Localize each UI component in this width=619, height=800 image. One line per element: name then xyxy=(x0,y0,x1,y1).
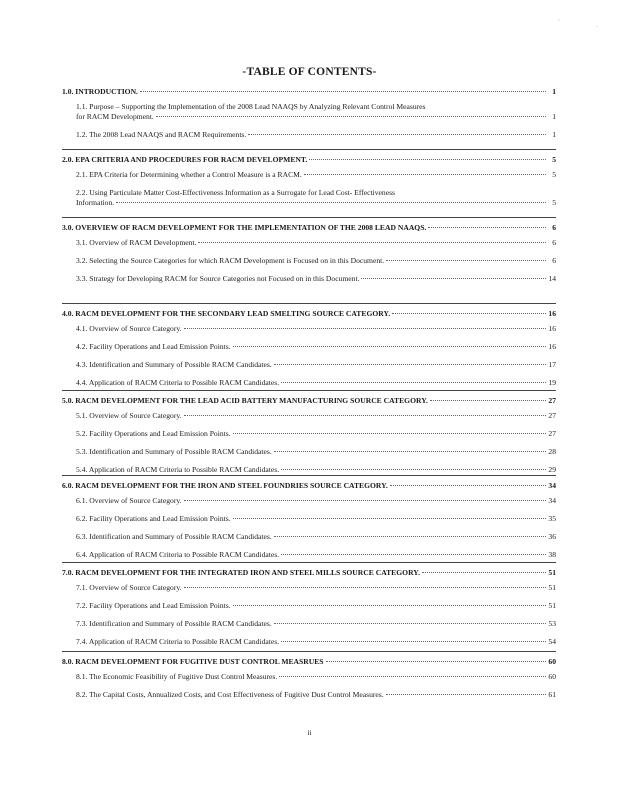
section-page: 6 xyxy=(552,223,556,232)
toc-sub-entry[interactable] xyxy=(62,496,556,506)
section-title: 4.0. RACM DEVELOPMENT FOR THE SECONDARY LEAD SMELTING SOURCE CATEGORY. xyxy=(62,309,391,318)
section-title: 1.0. INTRODUCTION. xyxy=(62,87,138,96)
section-page: 1 xyxy=(552,87,556,96)
section-title: 5.0. RACM DEVELOPMENT FOR THE LEAD ACID BATTERY MANUFACTURING SOURCE CATEGORY. xyxy=(62,396,428,405)
toc-sub-entry[interactable] xyxy=(62,170,556,180)
section-divider xyxy=(62,562,556,563)
toc-section-entry[interactable] xyxy=(62,87,556,97)
sub-entry-page: 14 xyxy=(548,274,556,283)
sub-entry-title: 5.4. Application of RACM Criteria to Possible RACM Candidates. xyxy=(76,465,280,474)
sub-entry-title: 5.1. Overview of Source Category. xyxy=(76,411,182,420)
toc-sub-entry[interactable] xyxy=(62,411,556,421)
section-page: 51 xyxy=(548,568,556,577)
toc-section-entry[interactable] xyxy=(62,481,556,491)
dot-leader xyxy=(281,554,546,555)
toc-section-entry[interactable] xyxy=(62,155,556,165)
sub-entry-page: 29 xyxy=(548,465,556,474)
sub-entry-title: 1.1. Purpose – Supporting the Implementation of the 2008 Lead NAAQS by Analyzing Relevant Control Measures xyxy=(76,102,426,111)
sub-entry-title: 5.2. Facility Operations and Lead Emission Points. xyxy=(76,429,231,438)
toc-section-entry[interactable] xyxy=(62,396,556,406)
section-title: 7.0. RACM DEVELOPMENT FOR THE INTEGRATED IRON AND STEEL MILLS SOURCE CATEGORY. xyxy=(62,568,420,577)
sub-entry-page: 6 xyxy=(552,256,556,265)
toc-sub-entry[interactable] xyxy=(62,690,556,700)
toc-section-entry[interactable] xyxy=(62,223,556,233)
section-title: 3.0. OVERVIEW OF RACM DEVELOPMENT FOR THE IMPLEMENTATION OF THE 2008 LEAD NAAQS. xyxy=(62,223,427,232)
section-title: 6.0. RACM DEVELOPMENT FOR THE IRON AND STEEL FOUNDRIES SOURCE CATEGORY. xyxy=(62,481,388,490)
section-divider xyxy=(62,217,556,218)
section-divider xyxy=(62,475,556,476)
dot-leader xyxy=(392,313,546,314)
sub-entry-page: 53 xyxy=(548,619,556,628)
sub-entry-title: 8.2. The Capital Costs, Annualized Costs, and Cost Effectiveness of Fugitive Dust Control Measures. xyxy=(76,690,384,699)
sub-entry-page: 60 xyxy=(548,672,556,681)
scan-mark: · xyxy=(558,18,560,24)
sub-entry-page: 51 xyxy=(548,601,556,610)
sub-entry-page: 38 xyxy=(548,550,556,559)
section-page: 27 xyxy=(548,396,556,405)
dot-leader xyxy=(233,433,546,434)
toc-sub-entry[interactable] xyxy=(62,672,556,682)
toc-title: -TABLE OF CONTENTS- xyxy=(242,66,377,78)
sub-entry-title: 7.4. Application of RACM Criteria to Possible RACM Candidates. xyxy=(76,637,280,646)
toc-sub-entry[interactable] xyxy=(62,429,556,439)
toc-sub-entry[interactable] xyxy=(62,619,556,629)
sub-entry-page: 16 xyxy=(548,342,556,351)
sub-entry-page: 61 xyxy=(548,690,556,699)
dot-leader xyxy=(390,485,546,486)
dot-leader xyxy=(184,415,546,416)
toc-sub-entry[interactable] xyxy=(62,465,556,475)
sub-entry-title: 6.1. Overview of Source Category. xyxy=(76,496,182,505)
sub-entry-title: 3.1. Overview of RACM Development. xyxy=(76,238,197,247)
sub-entry-page: 54 xyxy=(548,637,556,646)
dot-leader xyxy=(281,641,546,642)
sub-entry-page: 5 xyxy=(552,198,556,207)
toc-sub-entry[interactable] xyxy=(62,601,556,611)
dot-leader xyxy=(248,134,546,135)
sub-entry-title: 6.2. Facility Operations and Lead Emission Points. xyxy=(76,514,231,523)
toc-sub-entry[interactable] xyxy=(62,342,556,352)
sub-entry-title: 1.2. The 2008 Lead NAAQS and RACM Requirements. xyxy=(76,130,247,139)
dot-leader xyxy=(184,587,546,588)
dot-leader xyxy=(428,227,546,228)
dot-leader xyxy=(156,116,546,117)
sub-entry-title: 6.4. Application of RACM Criteria to Possible RACM Candidates. xyxy=(76,550,280,559)
toc-sub-entry[interactable] xyxy=(62,447,556,457)
sub-entry-page: 27 xyxy=(548,429,556,438)
dot-leader xyxy=(304,174,546,175)
toc-sub-entry[interactable] xyxy=(62,550,556,560)
section-divider xyxy=(62,303,556,304)
sub-entry-page: 27 xyxy=(548,411,556,420)
toc-sub-entry[interactable] xyxy=(62,637,556,647)
toc-section-entry[interactable] xyxy=(62,568,556,578)
toc-sub-entry[interactable] xyxy=(62,583,556,593)
sub-entry-title: 2.2. Using Particulate Matter Cost-Effectiveness Information as a Surrogate for Lead Cost- Effectiveness xyxy=(76,188,395,197)
sub-entry-page: 16 xyxy=(548,324,556,333)
dot-leader xyxy=(198,242,546,243)
sub-entry-title: 3.3. Strategy for Developing RACM for Source Categories not Focused on in this Document. xyxy=(76,274,360,283)
toc-sub-entry[interactable] xyxy=(62,274,556,284)
sub-entry-title-continued: for RACM Development. xyxy=(76,112,154,121)
sub-entry-title: 4.3. Identification and Summary of Possible RACM Candidates. xyxy=(76,360,272,369)
toc-sub-entry[interactable] xyxy=(62,324,556,334)
dot-leader xyxy=(233,518,546,519)
sub-entry-title: 5.3. Identification and Summary of Possible RACM Candidates. xyxy=(76,447,272,456)
sub-entry-title: 4.4. Application of RACM Criteria to Possible RACM Candidates. xyxy=(76,378,280,387)
dot-leader xyxy=(274,364,546,365)
sub-entry-title: 7.3. Identification and Summary of Possible RACM Candidates. xyxy=(76,619,272,628)
toc-sub-entry[interactable] xyxy=(62,102,556,122)
sub-entry-page: 51 xyxy=(548,583,556,592)
sub-entry-title: 2.1. EPA Criteria for Determining whether a Control Measure is a RACM. xyxy=(76,170,302,179)
sub-entry-title-continued: Information. xyxy=(76,198,115,207)
dot-leader xyxy=(281,469,546,470)
page-number: ii xyxy=(307,728,312,737)
dot-leader xyxy=(140,91,546,92)
toc-sub-entry[interactable] xyxy=(62,514,556,524)
section-title: 8.0. RACM DEVELOPMENT FOR FUGITIVE DUST CONTROL MEASRUES xyxy=(62,657,324,666)
sub-entry-title: 4.2. Facility Operations and Lead Emission Points. xyxy=(76,342,231,351)
dot-leader xyxy=(116,202,546,203)
sub-entry-title: 6.3. Identification and Summary of Possible RACM Candidates. xyxy=(76,532,272,541)
dot-leader xyxy=(422,572,546,573)
dot-leader xyxy=(281,382,546,383)
section-page: 34 xyxy=(548,481,556,490)
sub-entry-page: 17 xyxy=(548,360,556,369)
sub-entry-page: 6 xyxy=(552,238,556,247)
dot-leader xyxy=(233,346,546,347)
toc-sub-entry[interactable] xyxy=(62,378,556,388)
sub-entry-page: 19 xyxy=(548,378,556,387)
sub-entry-title: 8.1. The Economic Feasibility of Fugitive Dust Control Measures. xyxy=(76,672,278,681)
sub-entry-page: 1 xyxy=(552,112,556,121)
dot-leader xyxy=(279,676,546,677)
dot-leader xyxy=(274,536,546,537)
toc-section-entry[interactable] xyxy=(62,657,556,667)
dot-leader xyxy=(386,694,546,695)
sub-entry-page: 1 xyxy=(552,130,556,139)
toc-sub-entry[interactable] xyxy=(62,256,556,266)
toc-sub-entry[interactable] xyxy=(62,532,556,542)
scan-mark: ˙ xyxy=(596,26,598,32)
dot-leader xyxy=(274,623,546,624)
dot-leader xyxy=(274,451,546,452)
sub-entry-page: 34 xyxy=(548,496,556,505)
toc-sub-entry[interactable] xyxy=(62,238,556,248)
dot-leader xyxy=(184,328,546,329)
dot-leader xyxy=(309,159,546,160)
section-divider xyxy=(62,390,556,391)
section-page: 5 xyxy=(552,155,556,164)
toc-sub-entry[interactable] xyxy=(62,360,556,370)
sub-entry-title: 3.2. Selecting the Source Categories for which RACM Development is Focused on in this Document. xyxy=(76,256,385,265)
dot-leader xyxy=(430,400,546,401)
sub-entry-page: 5 xyxy=(552,170,556,179)
section-page: 60 xyxy=(548,657,556,666)
sub-entry-page: 36 xyxy=(548,532,556,541)
sub-entry-title: 7.1. Overview of Source Category. xyxy=(76,583,182,592)
sub-entry-title: 7.2. Facility Operations and Lead Emission Points. xyxy=(76,601,231,610)
dot-leader xyxy=(361,278,546,279)
dot-leader xyxy=(326,661,546,662)
section-divider xyxy=(62,149,556,150)
sub-entry-page: 35 xyxy=(548,514,556,523)
sub-entry-page: 28 xyxy=(548,447,556,456)
section-page: 16 xyxy=(548,309,556,318)
toc-sub-entry[interactable] xyxy=(62,188,556,208)
dot-leader xyxy=(233,605,546,606)
dot-leader xyxy=(386,260,546,261)
section-divider xyxy=(62,651,556,652)
toc-sub-entry[interactable] xyxy=(62,130,556,140)
sub-entry-title: 4.1. Overview of Source Category. xyxy=(76,324,182,333)
section-title: 2.0. EPA CRITERIA AND PROCEDURES FOR RACM DEVELOPMENT. xyxy=(62,155,308,164)
toc-section-entry[interactable] xyxy=(62,309,556,319)
dot-leader xyxy=(184,500,546,501)
